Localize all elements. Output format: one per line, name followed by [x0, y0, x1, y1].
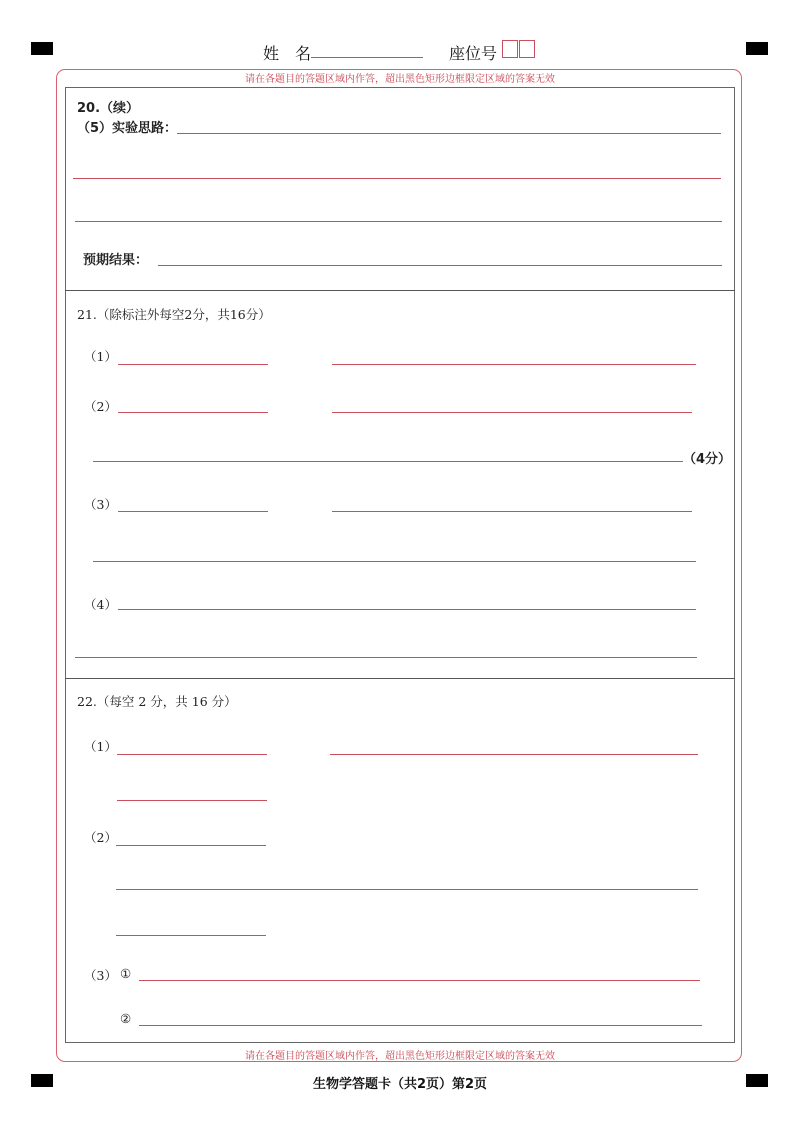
q21-item4-blank-2[interactable] — [75, 657, 697, 658]
q22-item1-label: （1） — [84, 739, 117, 754]
q22-item2-blank-3[interactable] — [116, 935, 266, 936]
q20-expected-answer-line[interactable] — [158, 265, 722, 266]
q22-item3-circle-2: ② — [120, 1011, 132, 1026]
q21-item3-blank-2[interactable] — [332, 511, 692, 512]
q22-title: 22.（每空 2 分，共 16 分） — [77, 694, 237, 709]
q21-item3-blank-3[interactable] — [93, 561, 696, 562]
q21-item2-blank-1[interactable] — [118, 412, 268, 413]
bottom-warning: 请在各题目的答题区域内作答，超出黑色矩形边框限定区域的答案无效 — [245, 1051, 555, 1062]
q22-item3-circle-1: ① — [120, 966, 132, 981]
q20-item5-answer-line-3[interactable] — [75, 221, 722, 222]
page-footer: 生物学答题卡（共2页）第2页 — [312, 1077, 488, 1092]
q22-item3-label: （3） — [84, 968, 117, 983]
q21-item2-label: （2） — [84, 399, 117, 414]
q20-title: 20.（续） — [77, 101, 140, 116]
q21-item2-points: （4分） — [683, 452, 732, 467]
registration-mark-top-right — [746, 42, 768, 55]
q21-item1-blank-2[interactable] — [332, 364, 696, 365]
top-warning: 请在各题目的答题区域内作答，超出黑色矩形边框限定区域的答案无效 — [245, 74, 555, 85]
q21-item4-label: （4） — [84, 597, 117, 612]
q21-item3-label: （3） — [84, 497, 117, 512]
q21-title: 21.（除标注外每空2分，共16分） — [77, 307, 271, 322]
name-label: 姓 名 — [263, 44, 312, 63]
q20-item5-label: （5）实验思路： — [77, 121, 178, 136]
q22-item3-blank-1[interactable] — [139, 980, 700, 981]
section-divider-20-21 — [65, 290, 735, 291]
q21-item4-blank-1[interactable] — [118, 609, 696, 610]
answer-region — [65, 87, 735, 1043]
name-field[interactable] — [311, 57, 423, 58]
seat-number-box-1[interactable] — [502, 40, 518, 58]
q21-item2-blank-2[interactable] — [332, 412, 692, 413]
q21-item2-blank-3[interactable] — [93, 461, 683, 462]
seat-number-box-2[interactable] — [519, 40, 535, 58]
q20-item5-answer-line-2[interactable] — [73, 178, 721, 179]
q22-item1-blank-3[interactable] — [117, 800, 267, 801]
q22-item1-blank-2[interactable] — [330, 754, 698, 755]
q22-item2-blank-2[interactable] — [116, 889, 698, 890]
q20-expected-label: 预期结果： — [83, 253, 149, 268]
seat-label: 座位号 — [449, 44, 498, 63]
registration-mark-top-left — [31, 42, 53, 55]
q21-item1-blank-1[interactable] — [118, 364, 268, 365]
q21-item3-blank-1[interactable] — [118, 511, 268, 512]
q22-item1-blank-1[interactable] — [117, 754, 267, 755]
q21-item1-label: （1） — [84, 349, 117, 364]
q22-item2-blank-1[interactable] — [116, 845, 266, 846]
q20-item5-answer-line-1[interactable] — [177, 133, 721, 134]
q22-item2-label: （2） — [84, 830, 117, 845]
q22-item3-blank-2[interactable] — [139, 1025, 702, 1026]
section-divider-21-22 — [65, 678, 735, 679]
